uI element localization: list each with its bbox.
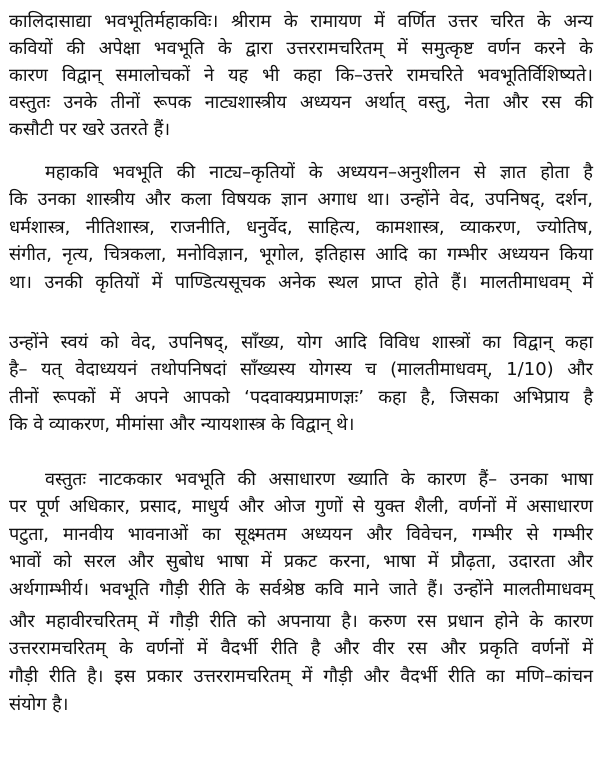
text-line: तीनों रूपकों में अपने आपको ‘पदवाक्यप्रमाणज्ञः’ कहा है, जिसका अभिप्राय है bbox=[9, 387, 593, 408]
text-line: धर्मशास्त्र, नीतिशास्त्र, राजनीति, धनुर्वेद, साहित्य, कामशास्त्र, व्याकरण, ज्योतिष, bbox=[9, 217, 593, 238]
text-line: था। उनकी कृतियों में पाण्डित्यसूचक अनेक स्थल प्राप्त होते हैं। मालतीमाधवम् में bbox=[9, 272, 593, 293]
text-line: भावों को सरल और सुबोध भाषा में प्रकट करना, भाषा में प्रौढ़ता, उदारता और bbox=[9, 551, 593, 572]
text-line: महाकवि भवभूति की नाट्य–कृतियों के अध्ययन–अनुशीलन से ज्ञात होता है bbox=[45, 162, 593, 183]
text-line: संगीत, नृत्य, चित्रकला, मनोविज्ञान, भूगोल, इतिहास आदि का गम्भीर अध्ययन किया bbox=[9, 244, 593, 265]
text-line: और महावीरचरितम् में गौड़ी रीति को अपनाया है। करुण रस प्रधान होने के कारण bbox=[9, 611, 593, 632]
text-line: पर पूर्ण अधिकार, प्रसाद, माधुर्य और ओज गुणों से युक्त शैली, वर्णनों में असाधारण bbox=[9, 496, 593, 517]
text-line: कसौटी पर खरे उतरते हैं। bbox=[9, 119, 171, 140]
text-line: कवियों की अपेक्षा भवभूति के द्वारा उत्तररामचरितम् में समुत्कृष्ट वर्णन करने के bbox=[9, 38, 593, 59]
text-line: संयोग है। bbox=[9, 694, 69, 715]
text-line: वस्तुतः उनके तीनों रूपक नाट्यशास्त्रीय अध्ययन अर्थात् वस्तु, नेता और रस की bbox=[9, 92, 593, 113]
text-line: उन्होंने स्वयं को वेद, उपनिषद्, साँख्य, योग आदि विविध शास्त्रों का विद्वान् कहा bbox=[9, 332, 593, 353]
text-line: है– यत् वेदाध्ययनं तथोपनिषदां साँख्यस्य योगस्य च (मालतीमाधवम्, 1/10) और bbox=[9, 359, 593, 380]
text-line: उत्तररामचरितम् के वर्णनों में वैदर्भी रीति है और वीर रस और प्रकृति वर्णनों में bbox=[9, 638, 593, 659]
text-line: कि वे व्याकरण, मीमांसा और न्यायशास्त्र के विद्वान् थे। bbox=[9, 414, 355, 435]
text-line: गौड़ी रीति है। इस प्रकार उत्तररामचरितम् में गौड़ी और वैदर्भी रीति का मणि–कांचन bbox=[9, 666, 593, 687]
text-line: अर्थगाम्भीर्य। भवभूति गौड़ी रीति के सर्वश्रेष्ठ कवि माने जाते हैं। उन्होंने मालतीमाधवम् bbox=[9, 579, 593, 600]
text-line: कारण विद्वान् समालोचकों ने यह भी कहा कि–उत्तरे रामचरिते भवभूतिर्विशिष्यते। bbox=[9, 65, 593, 86]
text-line: वस्तुतः नाटककार भवभूति की असाधारण ख्याति के कारण हैं– उनका भाषा bbox=[45, 469, 593, 490]
text-line: कि उनका शास्त्रीय और कला विषयक ज्ञान अगाध था। उन्होंने वेद, उपनिषद्, दर्शन, bbox=[9, 189, 593, 210]
text-line: कालिदासाद्या भवभूतिर्महाकविः। श्रीराम के रामायण में वर्णित उत्तर चरित के अन्य bbox=[9, 11, 593, 32]
text-line: पटुता, मानवीय भावनाओं का सूक्ष्मतम अध्ययन और विवेचन, गम्भीर से गम्भीर bbox=[9, 524, 593, 545]
